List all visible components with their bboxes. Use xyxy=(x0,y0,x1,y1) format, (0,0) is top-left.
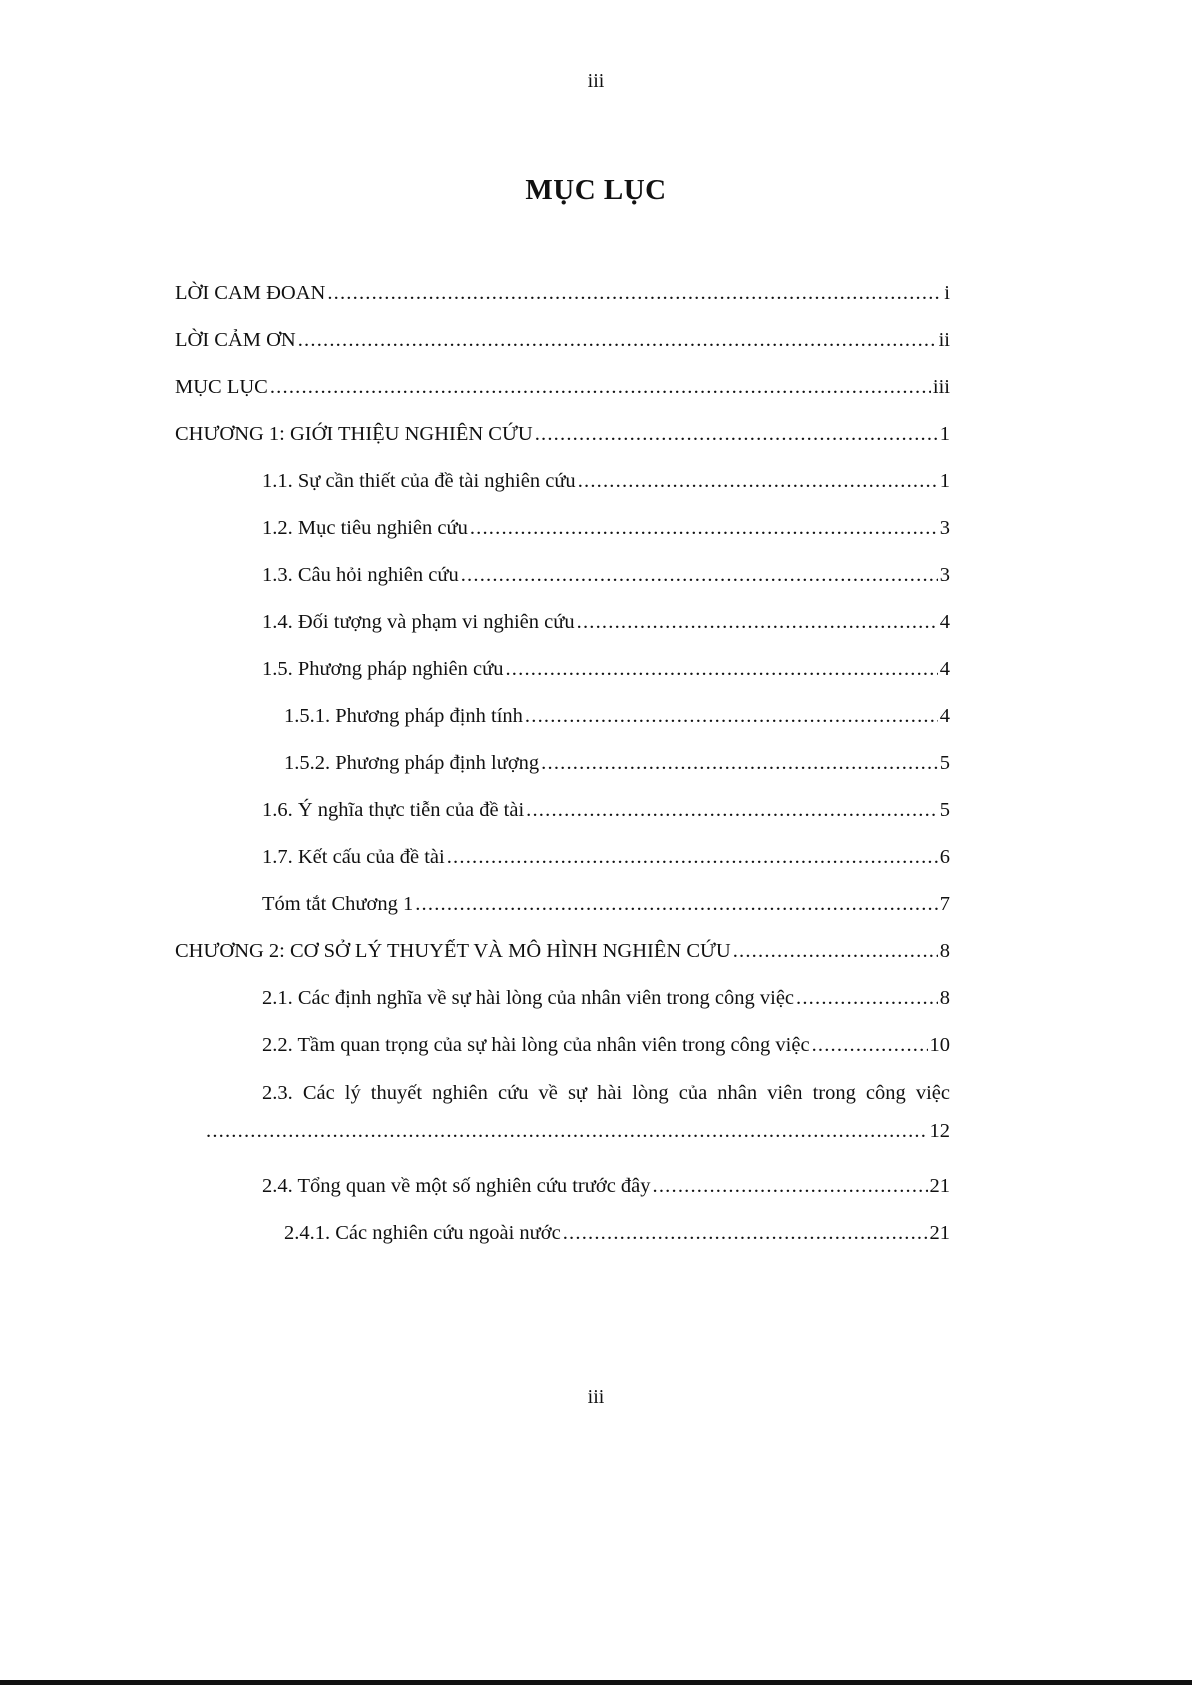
toc-entry-page: 5 xyxy=(939,799,950,821)
toc-entry-page: 1 xyxy=(939,423,950,445)
toc-entry-1-2[interactable] xyxy=(262,513,950,543)
page-number-top: iii xyxy=(587,70,605,92)
toc-entry-page: i xyxy=(944,282,950,304)
toc-leader-dots xyxy=(541,748,938,778)
toc-entry-title: 1.4. Đối tượng và phạm vi nghiên cứu xyxy=(262,611,575,633)
toc-entry-1-6[interactable] xyxy=(262,795,950,825)
toc-leader-dots xyxy=(653,1171,928,1201)
toc-leader-dots xyxy=(461,560,938,590)
toc-entry-title: 1.5.1. Phương pháp định tính xyxy=(284,705,523,727)
toc-entry-title: 2.4. Tổng quan về một số nghiên cứu trước đây xyxy=(262,1175,651,1197)
toc-leader-dots xyxy=(505,654,937,684)
toc-entry-title: 2.2. Tầm quan trọng của sự hài lòng của nhân viên trong công việc xyxy=(262,1034,810,1056)
toc-entry-title: 1.1. Sự cần thiết của đề tài nghiên cứu xyxy=(262,470,576,492)
toc-entry-1-3[interactable] xyxy=(262,560,950,590)
toc-leader-dots xyxy=(447,842,938,872)
toc-entry-2-3-title[interactable]: 2.3. Các lý thuyết nghiên cứu về sự hài lòng của nhân viên trong công việc xyxy=(262,1082,950,1104)
toc-leader-dots xyxy=(578,466,938,496)
toc-entry-1-5-1[interactable] xyxy=(284,701,950,731)
toc-entry-page: 4 xyxy=(939,658,950,680)
toc-entry-title: 1.2. Mục tiêu nghiên cứu xyxy=(262,517,468,539)
toc-entry-chuong-2[interactable] xyxy=(175,936,950,966)
toc-entry-page: 4 xyxy=(939,705,950,727)
bottom-edge-rule xyxy=(0,1680,1192,1685)
toc-leader-dots xyxy=(812,1030,928,1060)
toc-leader-dots xyxy=(470,513,938,543)
toc-leader-dots xyxy=(526,795,938,825)
toc-entry-loi-cam-on[interactable] xyxy=(175,325,950,355)
toc-leader-dots xyxy=(270,372,931,402)
toc-entry-title: 1.6. Ý nghĩa thực tiễn của đề tài xyxy=(262,799,525,821)
toc-entry-1-7[interactable] xyxy=(262,842,950,872)
toc-entry-title: 1.5. Phương pháp nghiên cứu xyxy=(262,658,504,680)
toc-entry-title: 1.3. Câu hỏi nghiên cứu xyxy=(262,564,459,586)
toc-entry-page: 1 xyxy=(939,470,950,492)
toc-entry-page: 4 xyxy=(939,611,950,633)
toc-entry-title: 1.5.2. Phương pháp định lượng xyxy=(284,752,540,774)
toc-entry-page: 8 xyxy=(939,940,950,962)
toc-entry-1-5-2[interactable] xyxy=(284,748,950,778)
toc-entry-2-3-leader[interactable] xyxy=(204,1116,950,1146)
toc-entry-1-1[interactable] xyxy=(262,466,950,496)
toc-entry-page: 21 xyxy=(929,1222,950,1244)
toc-entry-title: CHƯƠNG 1: GIỚI THIỆU NGHIÊN CỨU xyxy=(175,423,533,445)
toc-leader-dots xyxy=(327,278,942,308)
toc-entry-loi-cam-doan[interactable] xyxy=(175,278,950,308)
toc-leader-dots xyxy=(796,983,938,1013)
toc-leader-dots xyxy=(577,607,938,637)
toc-entry-page: 3 xyxy=(939,564,950,586)
toc-entry-page: 10 xyxy=(929,1034,950,1056)
toc-entry-2-4[interactable] xyxy=(262,1171,950,1201)
toc-entry-page: 7 xyxy=(939,893,950,915)
toc-entry-page: 8 xyxy=(939,987,950,1009)
toc-entry-page: 21 xyxy=(929,1175,950,1197)
toc-entry-2-2[interactable] xyxy=(262,1030,950,1060)
toc-entry-page: 5 xyxy=(939,752,950,774)
toc-entry-title: CHƯƠNG 2: CƠ SỞ LÝ THUYẾT VÀ MÔ HÌNH NGHIÊN CỨU xyxy=(175,940,731,962)
toc-entry-page: iii xyxy=(932,376,950,398)
toc-leader-dots xyxy=(535,419,938,449)
toc-entry-muc-luc[interactable] xyxy=(175,372,950,402)
page-title: MỤC LỤC xyxy=(525,174,667,206)
toc-entry-title: LỜI CAM ĐOAN xyxy=(175,282,326,304)
toc-entry-page: ii xyxy=(938,329,950,351)
toc-leader-dots xyxy=(525,701,938,731)
page-number-bottom: iii xyxy=(587,1386,605,1408)
toc-entry-page: 6 xyxy=(939,846,950,868)
toc-leader-dots xyxy=(563,1218,928,1248)
toc-leader-dots xyxy=(206,1116,928,1146)
toc-entry-2-1[interactable] xyxy=(262,983,950,1013)
toc-entry-title: Tóm tắt Chương 1 xyxy=(262,893,414,915)
toc-entry-chuong-1[interactable] xyxy=(175,419,950,449)
toc-entry-title: 1.7. Kết cấu của đề tài xyxy=(262,846,445,868)
toc-entry-2-4-1[interactable] xyxy=(284,1218,950,1248)
toc-leader-dots xyxy=(298,325,937,355)
toc-entry-title: 2.1. Các định nghĩa về sự hài lòng của nhân viên trong công việc xyxy=(262,987,795,1009)
toc-entry-page: 3 xyxy=(939,517,950,539)
toc-entry-title: MỤC LỤC xyxy=(175,376,268,398)
toc-leader-dots xyxy=(415,889,938,919)
toc-entry-tom-tat-chuong-1[interactable] xyxy=(262,889,950,919)
toc-entry-1-5[interactable] xyxy=(262,654,950,684)
toc-entry-page: 12 xyxy=(929,1120,950,1142)
toc-leader-dots xyxy=(733,936,938,966)
toc-entry-title: 2.4.1. Các nghiên cứu ngoài nước xyxy=(284,1222,561,1244)
toc-entry-1-4[interactable] xyxy=(262,607,950,637)
toc-entry-title: LỜI CẢM ƠN xyxy=(175,329,296,351)
